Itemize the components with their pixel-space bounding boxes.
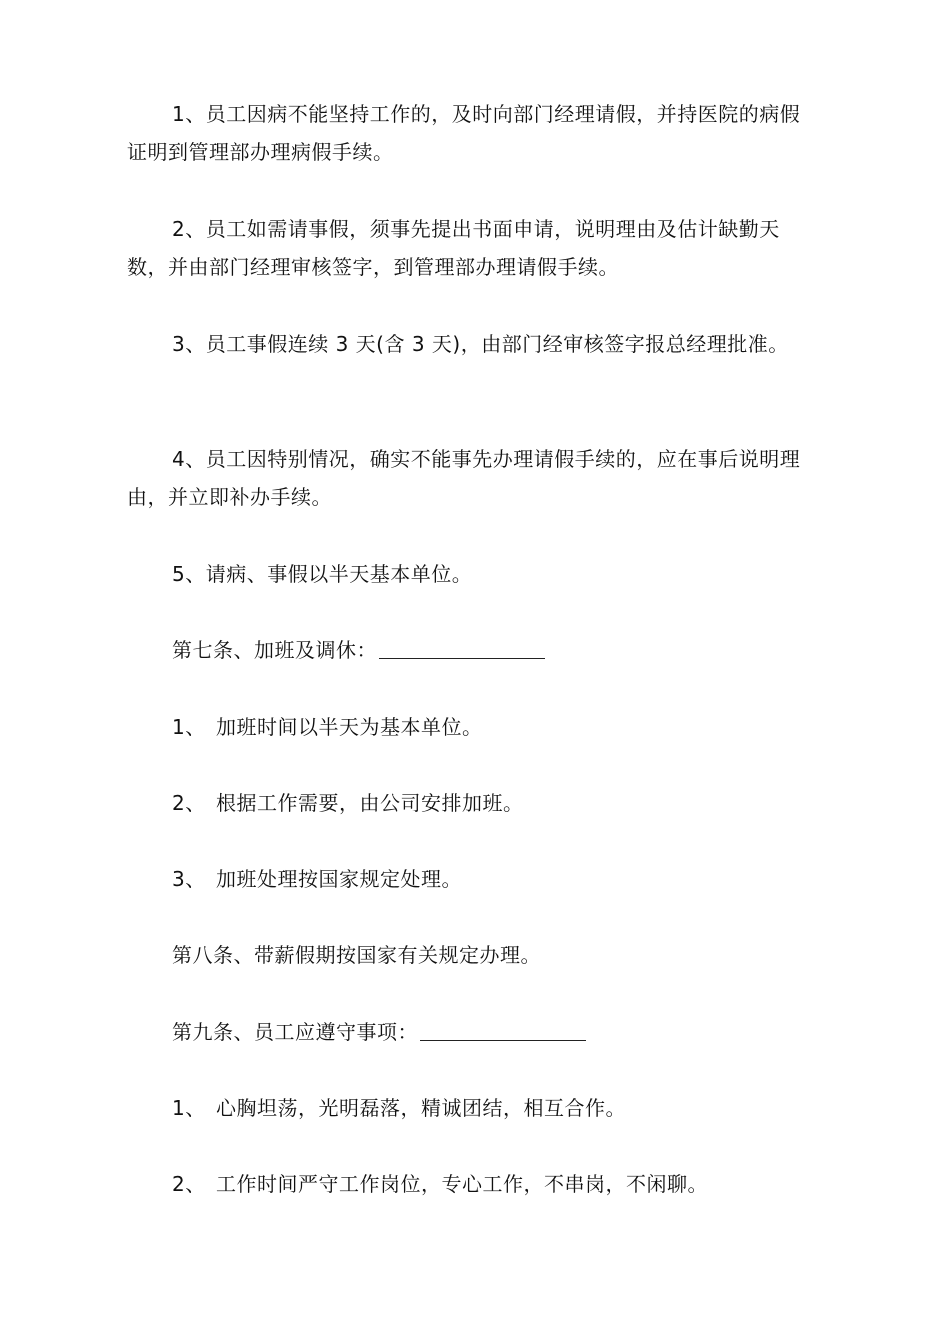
article-9-heading [172,1013,862,1051]
article-7-title: 第七条、加班及调休： [172,638,377,662]
paragraph-leave-unit: 5、请病、事假以半天基本单位。 [172,562,473,586]
article-9-title: 第九条、员工应遵守事项： [172,1020,418,1044]
article-8-heading: 第八条、带薪假期按国家有关规定办理。 [172,943,541,967]
list-item [172,1089,862,1127]
list-item-text: 心胸坦荡，光明磊落，精诚团结，相互合作。 [216,1096,626,1120]
list-item-number: 2、 [172,791,206,815]
paragraph-personal-leave: 2、员工如需请事假，须事先提出书面申请，说明理由及估计缺勤天数，并由部门经理审核签字，到管理部办理请假手续。 [127,217,780,279]
list-item [172,860,862,898]
list-item [172,708,862,746]
article-7-blank-line [379,636,545,659]
list-item-text: 根据工作需要，由公司安排加班。 [216,791,524,815]
article-7-heading [172,631,862,669]
paragraph-special-circumstances: 4、员工因特别情况，确实不能事先办理请假手续的，应在事后说明理由，并立即补办手续。 [127,447,801,509]
list-item-number: 1、 [172,715,206,739]
list-item-text: 加班处理按国家规定处理。 [216,867,462,891]
list-item [172,1165,862,1203]
paragraph-sick-leave: 1、员工因病不能坚持工作的，及时向部门经理请假，并持医院的病假证明到管理部办理病假手续。 [127,102,801,164]
list-item-text: 加班时间以半天为基本单位。 [216,715,483,739]
list-item-number: 1、 [172,1096,206,1120]
list-item-number: 3、 [172,867,206,891]
paragraph-consecutive-leave: 3、员工事假连续 3 天(含 3 天)，由部门经审核签字报总经理批准。 [172,332,789,356]
list-item [172,784,862,822]
article-9-blank-line [420,1018,586,1041]
list-item-number: 2、 [172,1172,206,1196]
list-item-text: 工作时间严守工作岗位，专心工作，不串岗，不闲聊。 [216,1172,708,1196]
